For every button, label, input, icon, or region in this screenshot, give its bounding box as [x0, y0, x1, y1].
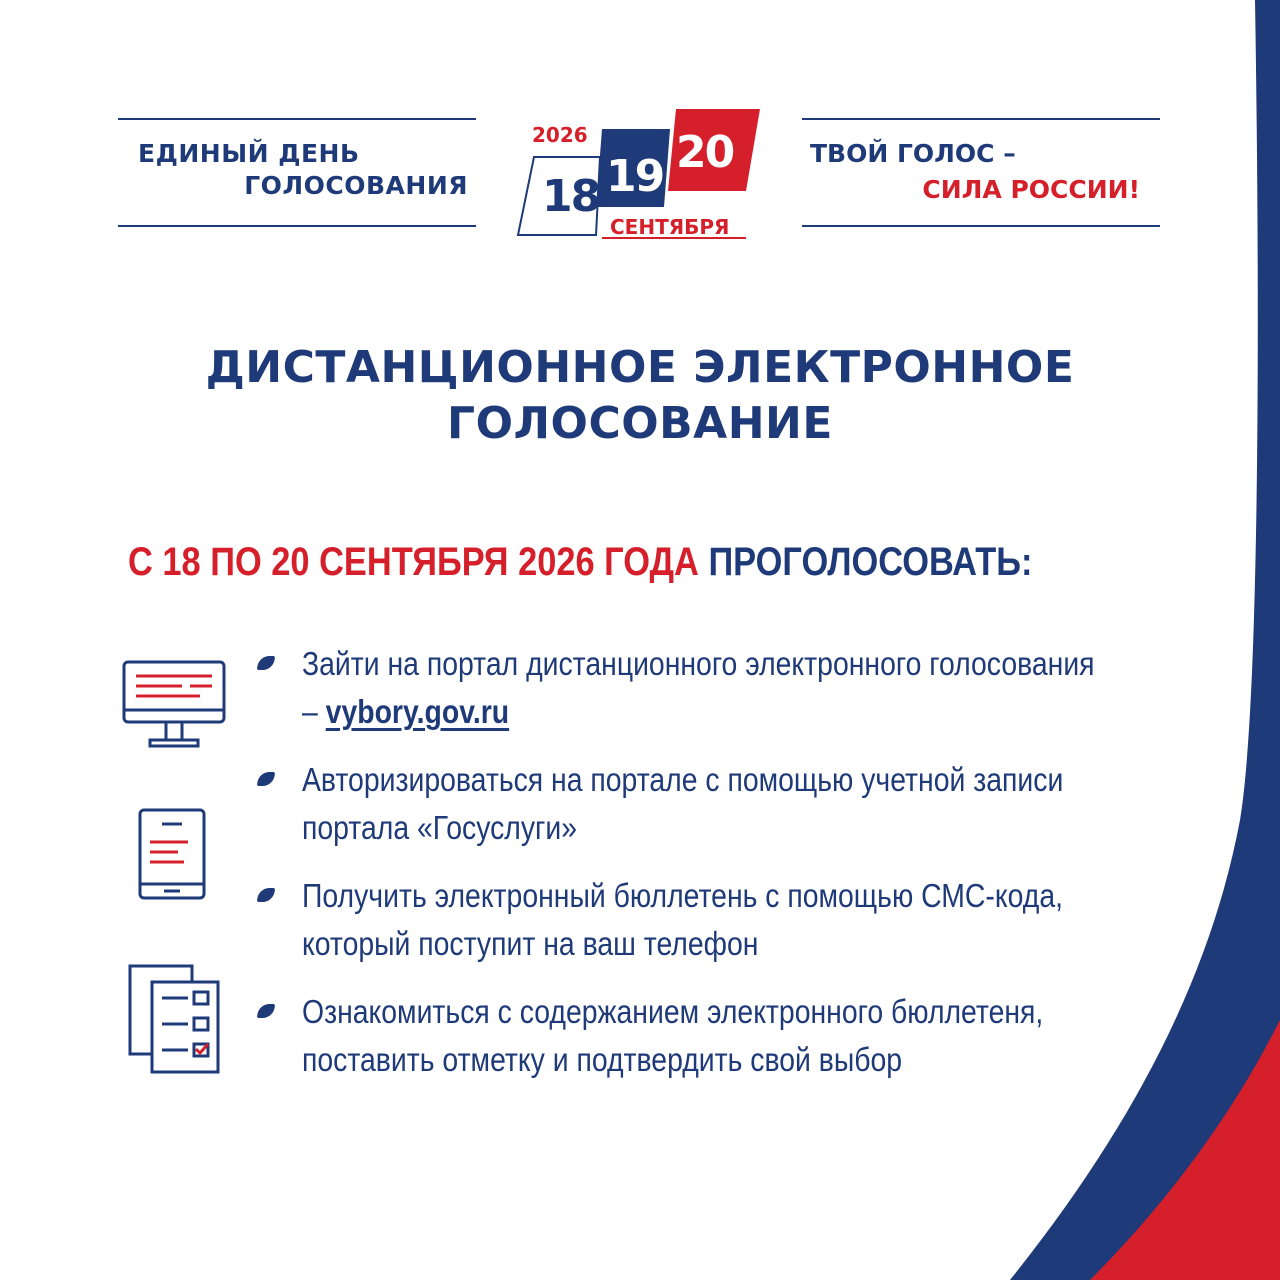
slogan-line1: ТВОЙ ГОЛОС – — [810, 139, 1016, 168]
header-line-left-top — [118, 118, 476, 120]
title-line1: ДИСТАНЦИОННОЕ ЭЛЕКТРОННОЕ — [205, 342, 1075, 393]
step-2-text — [302, 756, 1179, 852]
election-logo — [510, 105, 770, 245]
ballot-checklist-icon — [128, 964, 222, 1076]
header-left-text — [118, 138, 468, 202]
step-4-line2: поставить отметку и подтвердить свой выбор — [302, 1041, 903, 1078]
step-3-text — [302, 872, 1179, 968]
step-4-line1: Ознакомиться с содержанием электронного бюллетеня, — [302, 993, 1044, 1030]
title-line2: ГОЛОСОВАНИЕ — [447, 398, 833, 449]
header-right-slogan — [810, 138, 1150, 206]
portal-link[interactable]: vybory.gov.ru — [325, 693, 510, 730]
header-left-line2: ГОЛОСОВАНИЯ — [244, 171, 468, 200]
header-left-line1: ЕДИНЫЙ ДЕНЬ — [138, 139, 360, 168]
step-4-text — [302, 988, 1179, 1084]
header-line-right-bottom — [802, 225, 1160, 227]
step-3-line2: который поступит на ваш телефон — [302, 925, 759, 962]
step-1-line2 — [302, 688, 1179, 736]
step-1-dash: – — [302, 693, 326, 730]
step-2-line1: Авторизироваться на портале с помощью учетной записи — [302, 761, 1064, 798]
logo-day-20: 20 — [676, 127, 734, 178]
logo-day-18: 18 — [542, 171, 600, 222]
step-1-text — [302, 640, 1179, 736]
step-3-line1: Получить электронный бюллетень с помощью СМС-кода, — [302, 877, 1064, 914]
vote-call: ПРОГОЛОСОВАТЬ: — [708, 540, 1033, 584]
step-2-line2: портала «Госуслуги» — [302, 809, 578, 846]
header-line-left-bottom — [118, 225, 476, 227]
smartphone-icon — [138, 808, 208, 902]
voting-dates: С 18 ПО 20 СЕНТЯБРЯ 2026 ГОДА — [128, 540, 699, 584]
logo-year: 2026 — [532, 123, 588, 147]
logo-month: СЕНТЯБРЯ — [610, 215, 730, 239]
voting-dates-heading — [128, 536, 1031, 588]
page-title — [140, 340, 1140, 452]
monitor-icon — [122, 660, 226, 750]
step-1-line1: Зайти на портал дистанционного электронного голосования — [302, 645, 1095, 682]
logo-day-19: 19 — [606, 151, 664, 202]
slogan-line2: СИЛА РОССИИ! — [922, 175, 1140, 204]
header-line-right-top — [802, 118, 1160, 120]
